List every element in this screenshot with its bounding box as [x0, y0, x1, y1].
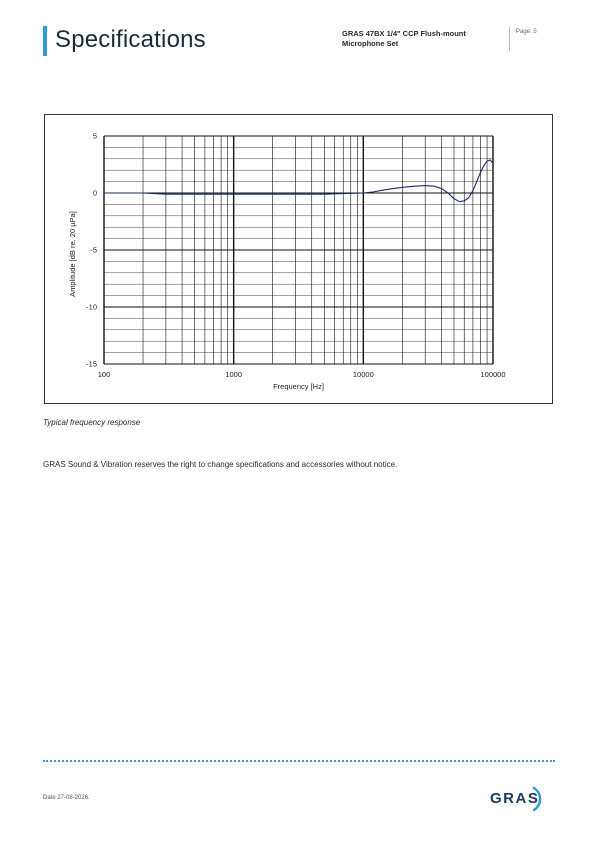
logo-text: GRAS	[490, 790, 540, 807]
response-curve-line	[104, 160, 493, 202]
title-accent-bar	[43, 26, 47, 56]
y-tick-label: -5	[90, 245, 97, 255]
x-tick-label: 100	[97, 370, 111, 379]
x-tick-label: 10000	[352, 370, 374, 379]
y-tick-label: 5	[92, 131, 97, 141]
chart-series	[104, 160, 493, 202]
disclaimer-text: GRAS Sound & Vibration reserves the right to change specifications and accessories without notice.	[43, 460, 398, 469]
x-tick-label: 100000	[480, 370, 506, 379]
y-tick-labels	[86, 132, 97, 369]
chart-svg	[45, 115, 554, 405]
footer-date: Date 27-08-2026.	[43, 795, 90, 801]
frequency-response-chart	[44, 114, 553, 404]
x-tick-labels	[98, 370, 506, 379]
y-tick-label: -15	[86, 359, 97, 369]
gras-logo	[486, 784, 548, 814]
x-axis-label: Frequency [Hz]	[273, 382, 324, 391]
header-divider	[509, 27, 510, 51]
page-title: Specifications	[55, 26, 206, 53]
page-number: Page: 5	[516, 29, 537, 35]
y-tick-label: -10	[86, 302, 97, 312]
product-title: GRAS 47BX 1/4" CCP Flush-mount Microphone Set	[342, 29, 466, 48]
footer-dotted-rule	[43, 760, 555, 762]
y-tick-label: 0	[92, 188, 97, 198]
y-axis-label: Amplitude [dB re. 20 µPa]	[68, 211, 77, 297]
chart-grid	[104, 136, 493, 364]
figure-caption: Typical frequency response	[43, 418, 141, 427]
x-tick-label: 1000	[225, 370, 243, 379]
